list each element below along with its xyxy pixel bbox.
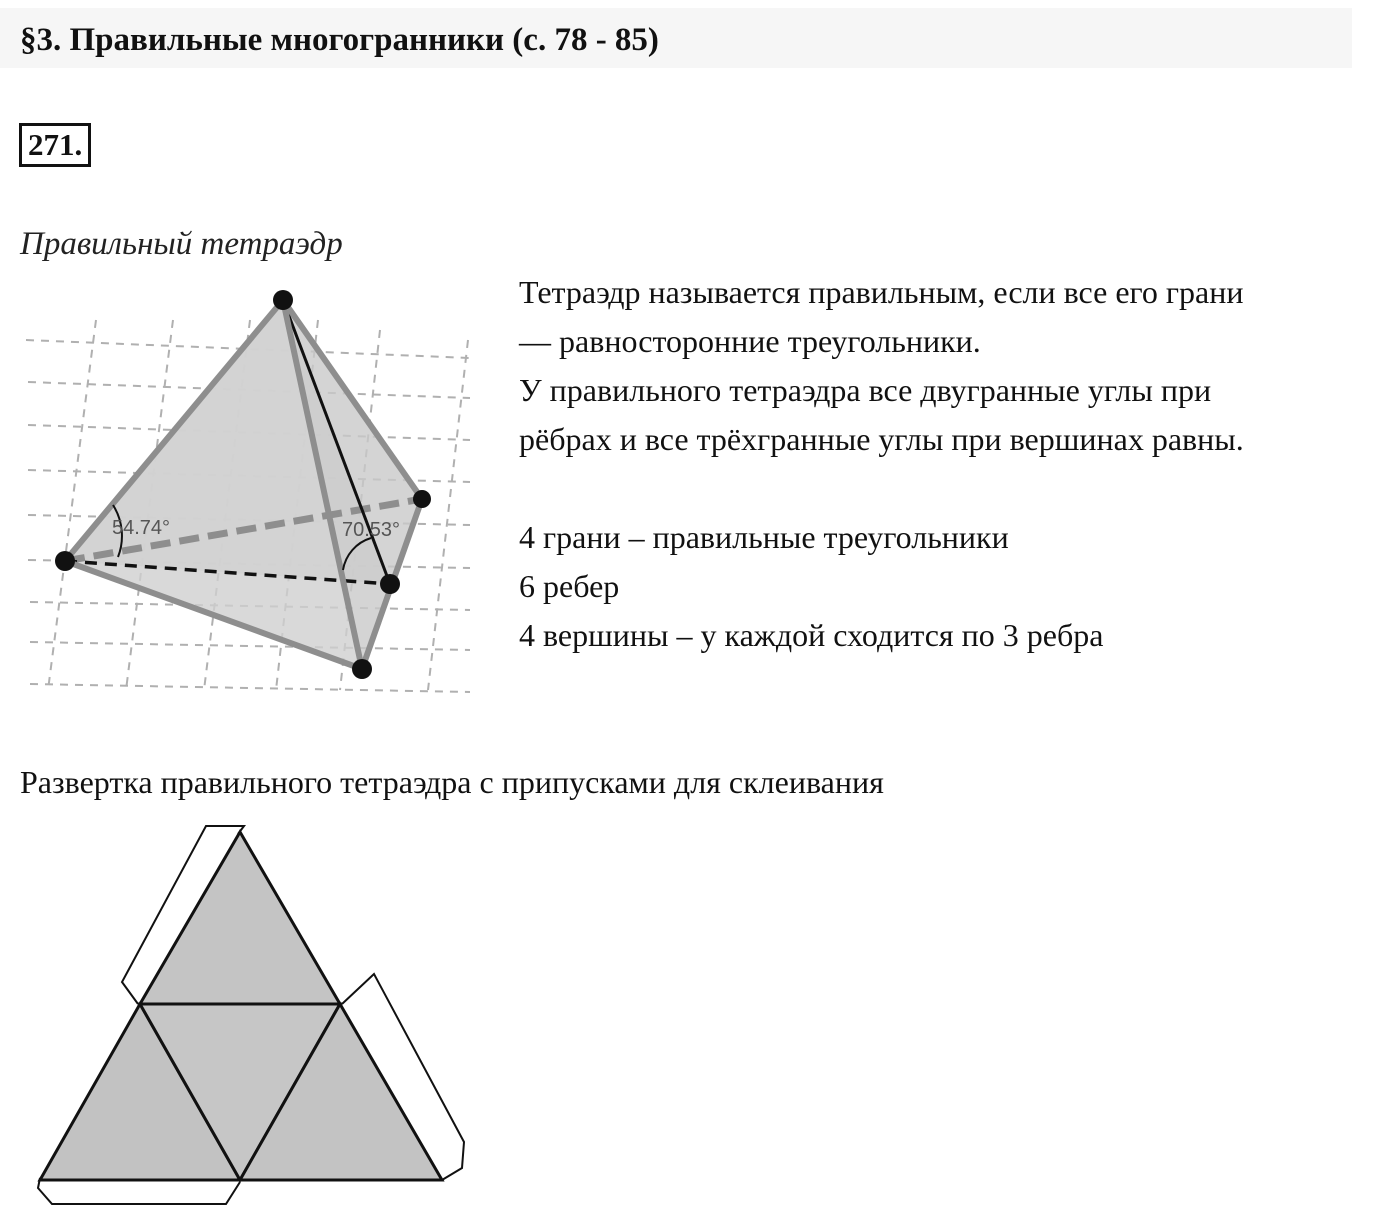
net-caption: Развертка правильного тетраэдра с припусками для склеивания xyxy=(20,764,884,800)
spacer xyxy=(519,464,1379,513)
angle-label-1: 54.74° xyxy=(112,517,171,539)
vertex-foot xyxy=(380,574,400,594)
fact-line: 6 ребер xyxy=(519,568,620,604)
problem-number: 271. xyxy=(19,123,91,167)
vertex-top xyxy=(273,290,293,310)
definition-line: У правильного тетраэдра все двугранные углы при xyxy=(519,372,1212,408)
net-face-top xyxy=(140,832,340,1004)
tetrahedron-net xyxy=(30,822,470,1214)
tetrahedron-figure xyxy=(18,280,478,700)
tetrahedron-subtitle: Правильный тетраэдр xyxy=(20,226,343,262)
vertex-back xyxy=(413,490,431,508)
description xyxy=(519,268,1379,660)
vertex-left xyxy=(55,551,75,571)
section-title: §3. Правильные многогранники (с. 78 - 85) xyxy=(20,22,659,58)
definition-line: Тетраэдр называется правильным, если все его грани xyxy=(519,274,1244,310)
definition-line: рёбрах и все трёхгранные углы при вершинах равны. xyxy=(519,421,1244,457)
vertex-bottom xyxy=(352,659,372,679)
tetrahedron-faces xyxy=(65,300,422,669)
fact-line: 4 грани – правильные треугольники xyxy=(519,519,1009,555)
fact-line: 4 вершины – у каждой сходится по 3 ребра xyxy=(519,617,1104,653)
angle-label-2: 70.53° xyxy=(342,519,401,541)
definition-line: — равносторонние треугольники. xyxy=(519,323,981,359)
